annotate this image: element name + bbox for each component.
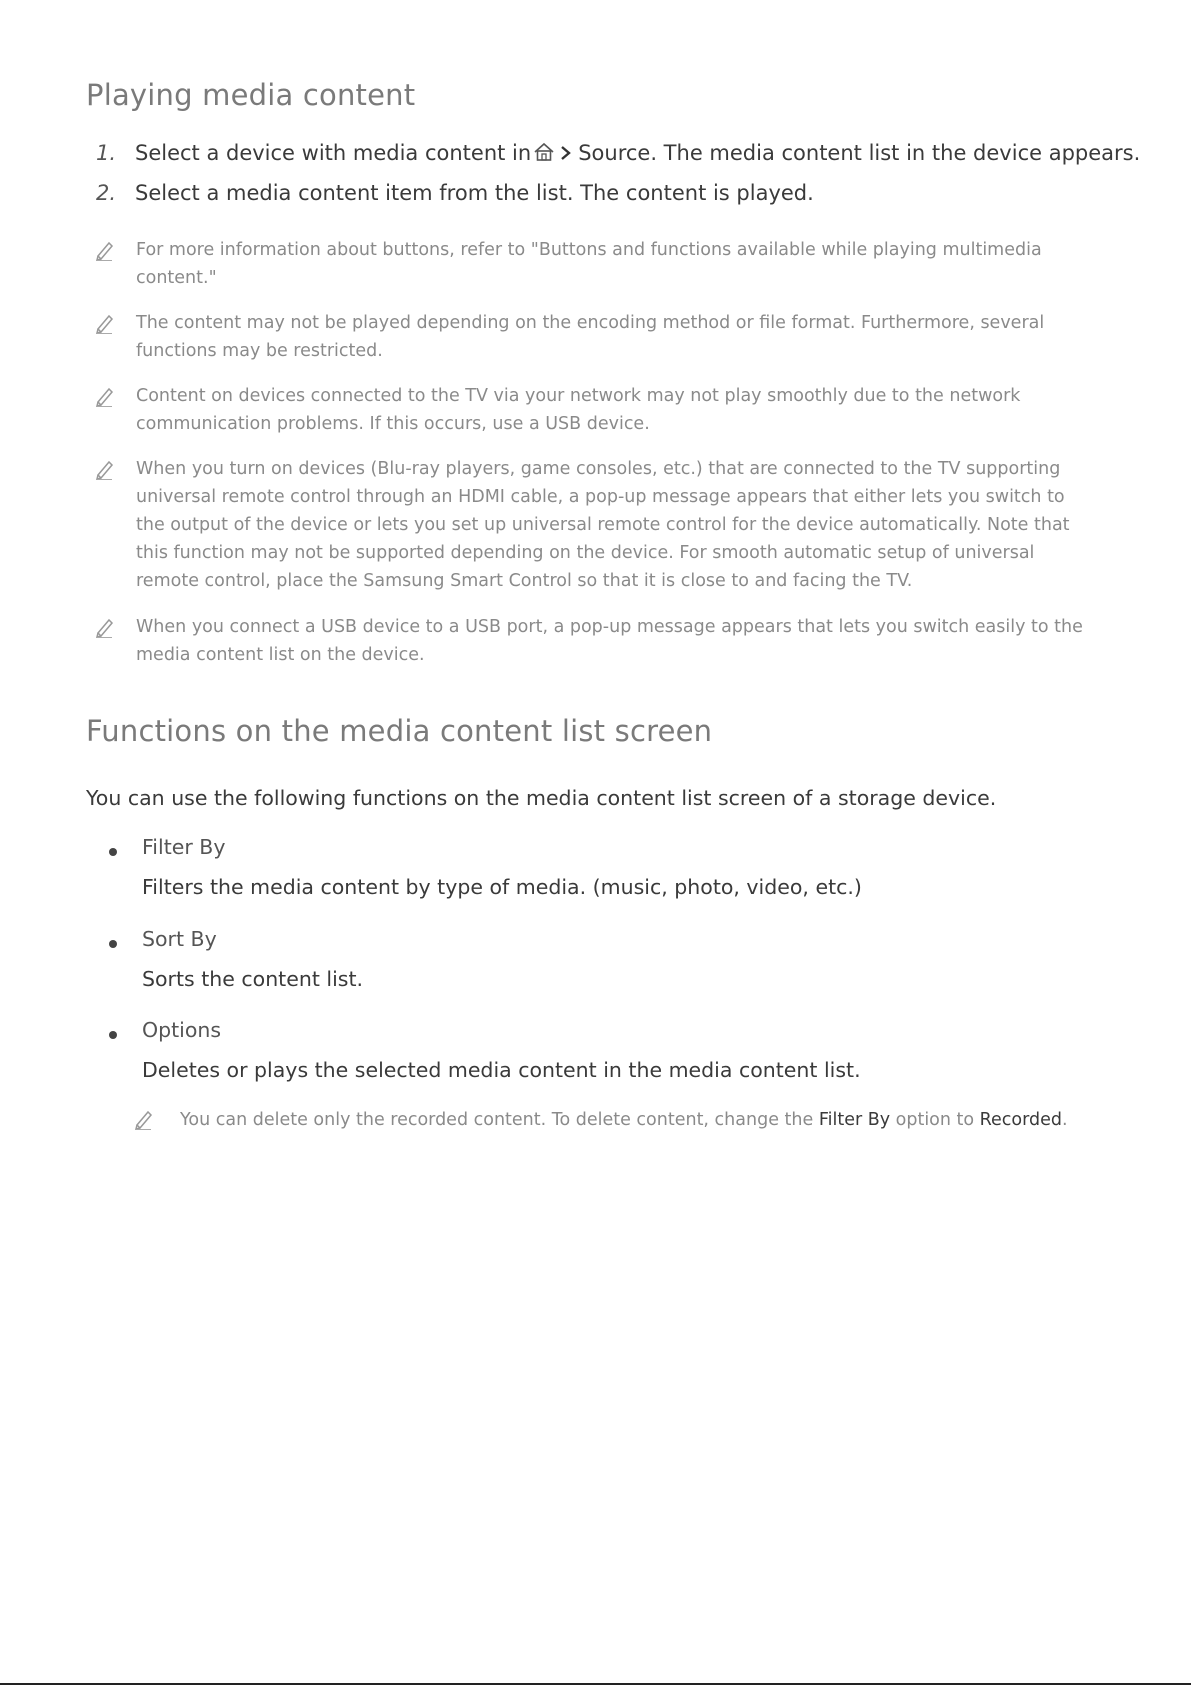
note-text: For more information about buttons, refer to "Buttons and functions available while playing multimedia content.": [136, 240, 1042, 288]
item-title: Sort By: [142, 927, 217, 951]
item-description: Filters the media content by type of media. (music, photo, video, etc.): [142, 875, 862, 899]
step-text: Select a media content item from the list. The content is played.: [135, 181, 814, 205]
note-text-part: You can delete only the recorded content. To delete content, change the: [180, 1110, 819, 1130]
step-text-before: Select a device with media content in: [135, 141, 532, 165]
item-title: Filter By: [142, 835, 226, 859]
bullet-dot: [109, 848, 117, 856]
bullet-dot: [109, 940, 117, 948]
note-universal-remote: [86, 455, 1096, 595]
note-usb-popup: [86, 613, 1096, 669]
note-delete-recorded: [133, 1106, 1093, 1134]
recorded-term: Recorded: [979, 1110, 1063, 1130]
section-heading-playing-media: Playing media content: [86, 78, 416, 112]
note-text-part: .: [1062, 1110, 1068, 1130]
filter-by-term: Filter By: [818, 1110, 891, 1130]
pencil-note-icon: [94, 458, 114, 480]
note-text: Content on devices connected to the TV via your network may not play smoothly due to the network communication problems. If this occurs, use a USB device.: [136, 386, 1021, 434]
step-text: [135, 141, 1140, 165]
item-title: Options: [142, 1018, 222, 1042]
note-text-part: option to: [890, 1110, 980, 1130]
item-description: Sorts the content list.: [142, 967, 364, 991]
note-text: The content may not be played depending on the encoding method or file format. Furthermore, several functions may be restricted.: [136, 313, 1045, 361]
chevron-right-icon: [559, 145, 572, 161]
pencil-note-icon: [94, 312, 114, 334]
note-text: When you connect a USB device to a USB port, a pop-up message appears that lets you switch easily to the media content list on the device.: [136, 617, 1083, 665]
section-heading-functions: Functions on the media content list screen: [86, 714, 713, 748]
note-network: [86, 382, 1096, 438]
step-text-after: Source. The media content list in the device appears.: [578, 141, 1141, 165]
note-text: [180, 1106, 1093, 1134]
note-text: When you turn on devices (Blu-ray players, game consoles, etc.) that are connected to the TV supporting universal remote control through an HDMI cable, a pop-up message appears that either lets you switch to the output of the device or lets you set up universal remote control for the device automatically. Note that this function may not be supported depending on the device. For smooth automatic setup of universal remote control, place the Samsung Smart Control so that it is close to and facing the TV.: [136, 459, 1070, 591]
pencil-note-icon: [94, 239, 114, 261]
note-buttons-info: [86, 236, 1096, 292]
pencil-note-icon: [94, 385, 114, 407]
step-number: 2.: [96, 181, 117, 205]
functions-intro: You can use the following functions on the media content list screen of a storage device.: [86, 786, 997, 810]
step-number: 1.: [96, 141, 117, 165]
note-encoding: [86, 309, 1096, 365]
pencil-note-icon: [94, 616, 114, 638]
item-description: Deletes or plays the selected media content in the media content list.: [142, 1058, 861, 1082]
bullet-dot: [109, 1031, 117, 1039]
pencil-note-icon: [133, 1108, 153, 1130]
home-icon: [533, 142, 555, 162]
